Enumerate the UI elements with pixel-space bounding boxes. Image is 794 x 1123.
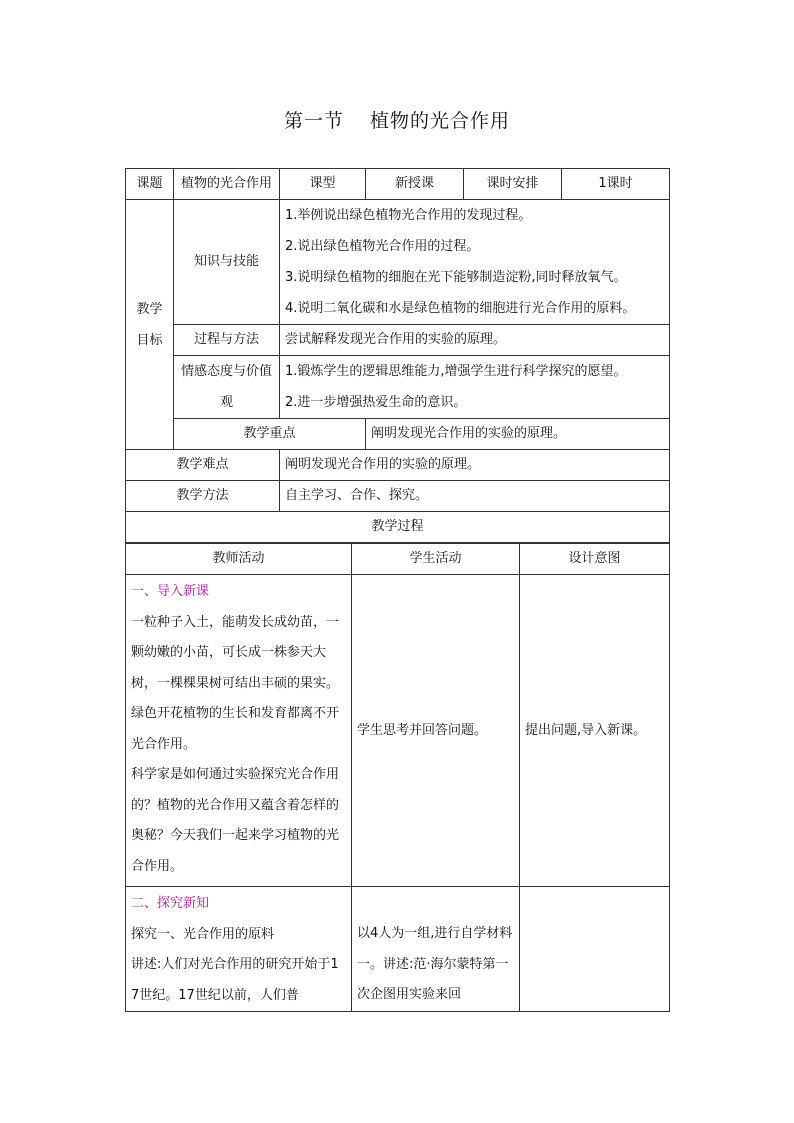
knowledge-item: 3.说明绿色植物的细胞在光下能够制造淀粉,同时释放氧气。 (285, 270, 627, 285)
knowledge-items (280, 200, 670, 325)
label-topic: 课题 (126, 169, 174, 200)
lesson-plan-table (125, 168, 670, 543)
value-topic: 植物的光合作用 (174, 169, 280, 200)
objectives-label: 教学目标 (126, 200, 174, 450)
focus-value: 阐明发现光合作用的实验的原理。 (366, 419, 670, 450)
teacher-activity (126, 575, 352, 887)
info-row (126, 169, 670, 200)
knowledge-item: 1.举例说出绿色植物光合作用的发现过程。 (285, 208, 532, 223)
student-activity: 学生思考并回答问题。 (352, 575, 520, 887)
emotion-label: 情感态度与价值观 (174, 356, 280, 419)
difficulty-row (126, 450, 670, 481)
student-activity: 以4人为一组,进行自学材料一。讲述:范·海尔蒙特第一次企图用实验来回 (352, 887, 520, 1012)
teacher-paragraph: 一粒种子入土，能萌发长成幼苗，一颗幼嫩的小苗，可长成一株参天大树，一棵棵果树可结出丰硕的果实。绿色开花植物的生长和发育都离不开光合作用。 (131, 614, 340, 752)
objective-emotion-row (126, 356, 670, 419)
label-type: 课型 (280, 169, 366, 200)
page-title: 第一节 植物的光合作用 (283, 110, 511, 132)
section-heading: 二、探究新知 (131, 896, 210, 911)
objective-process-row (126, 325, 670, 356)
column-student: 学生活动 (352, 544, 520, 575)
value-hours: 1课时 (562, 169, 670, 200)
process-table (125, 543, 670, 1012)
column-teacher: 教师活动 (126, 544, 352, 575)
section-row (126, 887, 670, 1012)
process-label: 过程与方法 (174, 325, 280, 356)
column-header-row (126, 544, 670, 575)
focus-row (126, 419, 670, 450)
knowledge-item: 4.说明二氧化碳和水是绿色植物的细胞进行光合作用的原料。 (285, 301, 636, 316)
value-type: 新授课 (366, 169, 464, 200)
objective-knowledge-row (126, 200, 670, 325)
teacher-paragraph: 科学家是如何通过实验探究光合作用的？植物的光合作用又蕴含着怎样的奥秘？今天我们一起来学习植物的光合作用。 (131, 767, 340, 874)
difficulty-label: 教学难点 (126, 450, 280, 481)
process-title: 教学过程 (126, 512, 670, 543)
knowledge-label: 知识与技能 (174, 200, 280, 325)
column-intent: 设计意图 (520, 544, 670, 575)
process-item: 尝试解释发现光合作用的实验的原理。 (280, 325, 670, 356)
emotion-items (280, 356, 670, 419)
emotion-item: 2.进一步增强热爱生命的意识。 (285, 395, 467, 410)
section-row (126, 575, 670, 887)
emotion-item: 1.锻炼学生的逻辑思维能力,增强学生进行科学探究的愿望。 (285, 364, 627, 379)
difficulty-value: 阐明发现光合作用的实验的原理。 (280, 450, 670, 481)
teacher-paragraph: 讲述:人们对光合作用的研究开始于17世纪。17世纪以前，人们普 (131, 957, 339, 1003)
process-title-row (126, 512, 670, 543)
design-intent: 提出问题,导入新课。 (520, 575, 670, 887)
method-label: 教学方法 (126, 481, 280, 512)
method-row (126, 481, 670, 512)
section-heading: 一、导入新课 (131, 584, 210, 599)
focus-label: 教学重点 (174, 419, 366, 450)
teacher-paragraph: 探究一、光合作用的原料 (131, 926, 275, 942)
knowledge-item: 2.说出绿色植物光合作用的过程。 (285, 239, 480, 254)
label-hours: 课时安排 (464, 169, 562, 200)
method-value: 自主学习、合作、探究。 (280, 481, 670, 512)
design-intent (520, 887, 670, 1012)
teacher-activity (126, 887, 352, 1012)
